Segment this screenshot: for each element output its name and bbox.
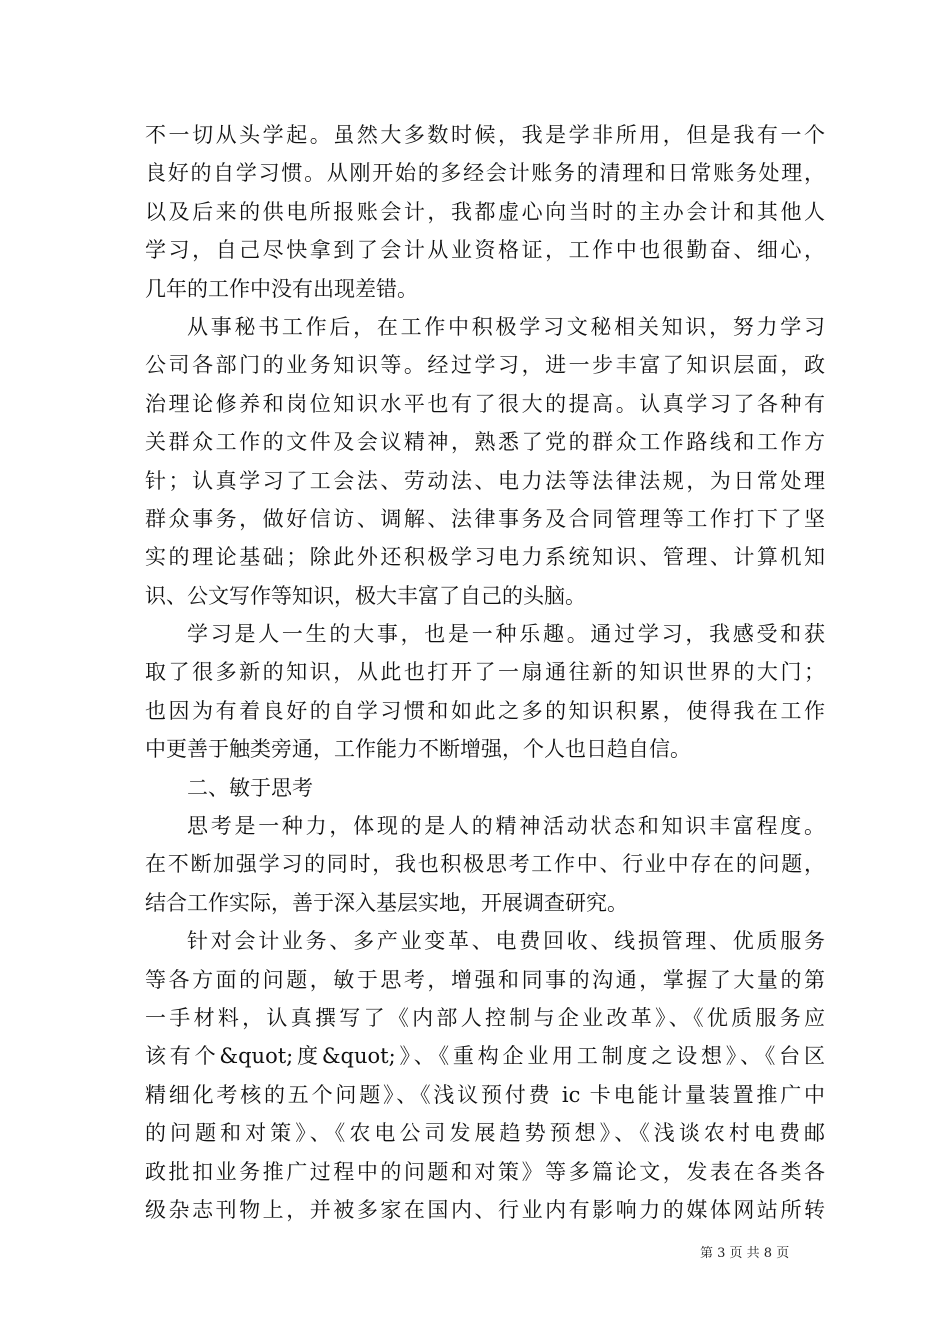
- section-heading: 二、敏于思考: [187, 775, 313, 800]
- text-line: 群众事务，做好信访、调解、法律事务及合同管理等工作打下了坚: [145, 506, 825, 531]
- text-line: 也因为有着良好的自学习惯和如此之多的知识积累，使得我在工作: [145, 698, 825, 723]
- text-line: 在不断加强学习的同时，我也积极思考工作中、行业中存在的问题，: [145, 852, 825, 877]
- text-line: 级杂志刊物上，并被多家在国内、行业内有影响力的媒体网站所转: [145, 1197, 825, 1222]
- paragraph-start-line: 思考是一种力，体现的是人的精神活动状态和知识丰富程度。: [187, 814, 825, 839]
- text-line: 识、公文写作等知识，极大丰富了自己的头脑。: [145, 583, 586, 608]
- text-line: 关群众工作的文件及会议精神，熟悉了党的群众工作路线和工作方: [145, 430, 825, 455]
- text-line: 取了很多新的知识，从此也打开了一扇通往新的知识世界的大门；: [145, 660, 825, 685]
- text-line: 一手材料，认真撰写了《内部人控制与企业改革》、《优质服务应: [145, 1005, 825, 1030]
- text-line: 政批扣业务推广过程中的问题和对策》等多篇论文，发表在各类各: [145, 1159, 825, 1184]
- text-line: 不一切从头学起。虽然大多数时候，我是学非所用，但是我有一个: [145, 123, 825, 147]
- paragraph-start-line: 从事秘书工作后，在工作中积极学习文秘相关知识，努力学习: [187, 314, 825, 339]
- page-number: 第 3 页 共 8 页: [700, 1246, 790, 1261]
- text-line: 以及后来的供电所报账会计，我都虚心向当时的主办会计和其他人: [145, 199, 825, 224]
- text-line: 治理论修养和岗位知识水平也有了很大的提高。认真学习了各种有: [145, 391, 825, 416]
- text-line: 中更善于触类旁通，工作能力不断增强，个人也日趋自信。: [145, 737, 691, 762]
- text-line: 良好的自学习惯。从刚开始的多经会计账务的清理和日常账务处理，: [145, 161, 825, 186]
- text-line: 学习，自己尽快拿到了会计从业资格证，工作中也很勤奋、细心，: [145, 238, 825, 263]
- paragraph-start-line: 针对会计业务、多产业变革、电费回收、线损管理、优质服务: [187, 929, 825, 954]
- body-text: [145, 116, 825, 1229]
- paragraph-start-line: 学习是人一生的大事，也是一种乐趣。通过学习，我感受和获: [187, 622, 825, 647]
- text-line: 等各方面的问题，敏于思考，增强和同事的沟通，掌握了大量的第: [145, 967, 825, 992]
- text-line: 的问题和对策》、《农电公司发展趋势预想》、《浅谈农村电费邮: [145, 1121, 825, 1146]
- text-line: 实的理论基础；除此外还积极学习电力系统知识、管理、计算机知: [145, 545, 825, 570]
- text-line: 公司各部门的业务知识等。经过学习，进一步丰富了知识层面，政: [145, 353, 825, 378]
- text-line: 该有个&quot;度&quot;》、《重构企业用工制度之设想》、《台区: [145, 1044, 825, 1069]
- text-line: 精细化考核的五个问题》、《浅议预付费 ic 卡电能计量装置推广中: [145, 1082, 825, 1107]
- text-line: 针；认真学习了工会法、劳动法、电力法等法律法规，为日常处理: [145, 468, 825, 493]
- text-line: 结合工作实际，善于深入基层实地，开展调查研究。: [145, 890, 628, 915]
- text-line: 几年的工作中没有出现差错。: [145, 276, 418, 301]
